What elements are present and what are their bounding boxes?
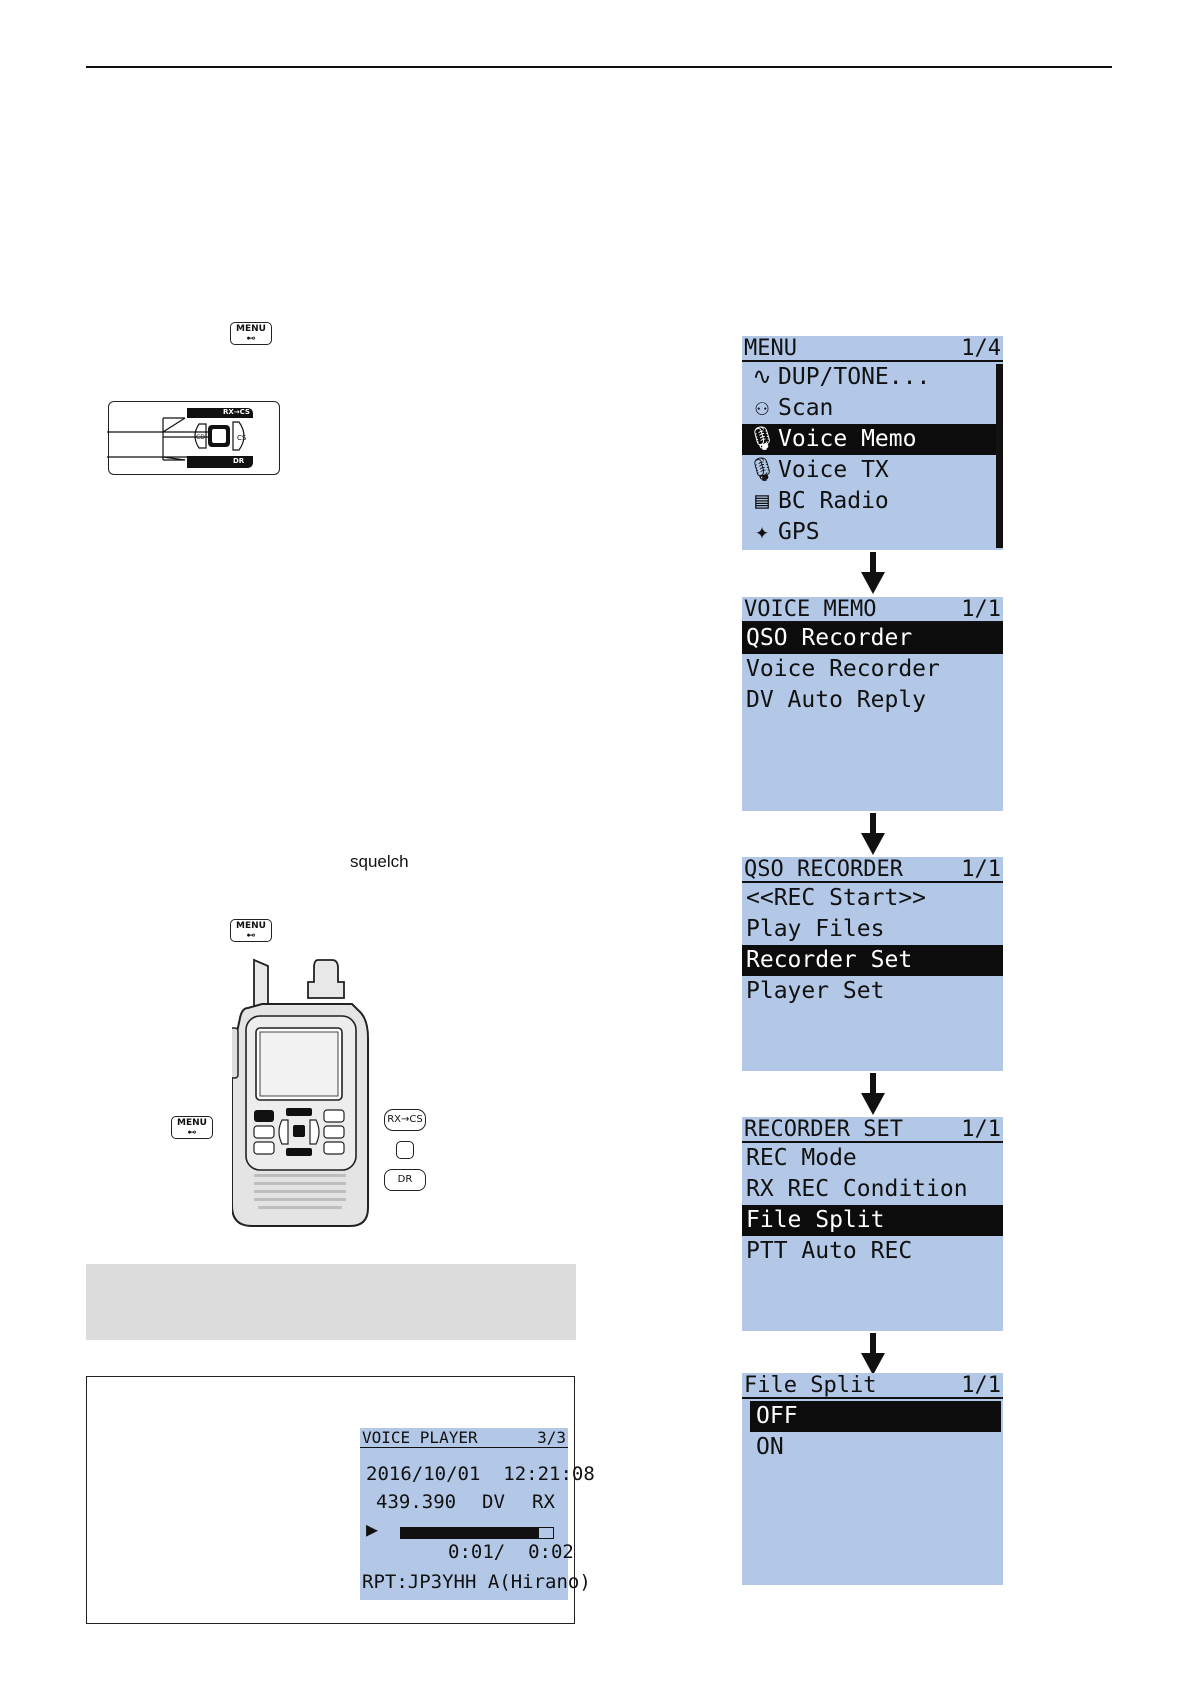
recorder-set-page: 1/1 xyxy=(961,1117,1001,1142)
keypad-dr-label: DR xyxy=(233,457,245,465)
satellite-icon: ✦ xyxy=(755,519,769,545)
menu-key-icon xyxy=(230,919,272,942)
qso-recorder-title-bar xyxy=(742,857,1003,883)
voice-memo-page: 1/1 xyxy=(961,597,1001,622)
qso-recorder-page: 1/1 xyxy=(961,857,1001,882)
qso-recorder-title: QSO RECORDER xyxy=(744,857,903,882)
center-key-icon xyxy=(396,1141,414,1159)
menu-key-icon xyxy=(230,322,272,345)
menu-item-label: Voice TX xyxy=(778,457,889,483)
keypad-cd-label: CD xyxy=(196,434,205,441)
qso-recorder-item-recorder-set[interactable]: Recorder Set xyxy=(742,945,1003,976)
voice-memo-list xyxy=(742,623,1003,716)
menu-item-gps[interactable] xyxy=(742,517,996,548)
qso-recorder-item-rec-start[interactable]: <<REC Start>> xyxy=(746,885,927,911)
voice-memo-item-dv-auto-reply[interactable]: DV Auto Reply xyxy=(746,687,927,713)
menu-list xyxy=(742,362,1003,548)
arrow-down-icon xyxy=(861,813,885,855)
file-split-list xyxy=(742,1399,1003,1463)
voice-player-screen xyxy=(360,1428,595,1600)
recorder-set-item-rx-rec-condition[interactable]: RX REC Condition xyxy=(746,1176,968,1202)
voice-player-direction: RX xyxy=(532,1491,555,1513)
keypad-cs-label: CS xyxy=(237,434,247,442)
microphone-tx-icon: 🎙 xyxy=(747,457,777,483)
menu-screen xyxy=(742,336,1003,550)
menu-item-dup-tone[interactable] xyxy=(742,362,996,393)
menu-item-label: DUP/TONE... xyxy=(778,364,931,390)
arrow-down-icon xyxy=(861,552,885,594)
voice-memo-item-voice-recorder[interactable]: Voice Recorder xyxy=(746,656,940,682)
menu-key-label: MENU xyxy=(177,1118,207,1128)
keypad-rxcs-label: RX→CS xyxy=(223,408,250,416)
qso-recorder-item-play-files[interactable]: Play Files xyxy=(746,916,885,942)
rxcs-key-icon: RX→CS xyxy=(384,1109,426,1131)
file-split-title: File Split xyxy=(744,1373,877,1398)
menu-screen-title: MENU xyxy=(744,336,797,361)
menu-key-label: MENU xyxy=(236,324,266,334)
recorder-set-screen xyxy=(742,1117,1003,1331)
recorder-set-list xyxy=(742,1143,1003,1267)
menu-item-bc-radio[interactable] xyxy=(742,486,996,517)
dr-key-icon: DR xyxy=(384,1169,426,1191)
file-split-title-bar xyxy=(742,1373,1003,1399)
menu-item-label: BC Radio xyxy=(778,488,889,514)
voice-player-time: 0:01/ 0:02 xyxy=(448,1541,574,1563)
menu-key-sub: ⊷ xyxy=(187,1128,197,1138)
voice-player-mode: DV xyxy=(482,1491,505,1513)
note-box xyxy=(86,1264,576,1340)
menu-key-icon xyxy=(171,1116,213,1139)
menu-key-label: MENU xyxy=(236,921,266,931)
microphone-icon: 🎙 xyxy=(747,426,777,452)
file-split-screen xyxy=(742,1373,1003,1585)
menu-scrollbar[interactable] xyxy=(996,364,1003,548)
file-split-page: 1/1 xyxy=(961,1373,1001,1398)
menu-key-sub: ⊷ xyxy=(246,334,256,344)
voice-memo-screen xyxy=(742,597,1003,811)
menu-item-voice-memo[interactable] xyxy=(742,424,996,455)
menu-screen-title-bar xyxy=(742,336,1003,362)
voice-player-frequency: 439.390 xyxy=(376,1491,457,1513)
radio-icon: ▤ xyxy=(755,488,769,514)
recorder-set-item-ptt-auto-rec[interactable]: PTT Auto REC xyxy=(746,1238,913,1264)
arrow-down-icon xyxy=(861,1333,885,1375)
qso-recorder-screen xyxy=(742,857,1003,1071)
recorder-set-item-rec-mode[interactable]: REC Mode xyxy=(746,1145,857,1171)
menu-item-label: Voice Memo xyxy=(778,426,917,452)
voice-memo-item-qso-recorder[interactable]: QSO Recorder xyxy=(742,623,1003,654)
play-icon: ▶ xyxy=(366,1517,379,1541)
voice-player-title-bar xyxy=(360,1428,568,1448)
voice-memo-title-bar xyxy=(742,597,1003,623)
squelch-text: squelch xyxy=(350,852,409,871)
voice-memo-title: VOICE MEMO xyxy=(744,597,877,622)
menu-item-label: GPS xyxy=(778,519,820,545)
qso-recorder-item-player-set[interactable]: Player Set xyxy=(746,978,885,1004)
menu-screen-page: 1/4 xyxy=(961,336,1001,361)
menu-item-voice-tx[interactable] xyxy=(742,455,996,486)
arrow-down-icon xyxy=(861,1073,885,1115)
transceiver-illustration-icon xyxy=(232,958,380,1230)
voice-player-datetime: 2016/10/01 12:21:08 xyxy=(366,1463,595,1485)
keypad-detail xyxy=(108,401,280,475)
voice-player-progress xyxy=(400,1527,554,1539)
recorder-set-item-file-split[interactable]: File Split xyxy=(742,1205,1003,1236)
voice-player-progress-fill xyxy=(401,1528,539,1538)
recorder-set-title: RECORDER SET xyxy=(744,1117,903,1142)
binoculars-icon: ⚇ xyxy=(755,395,769,421)
qso-recorder-list xyxy=(742,883,1003,1007)
menu-item-label: Scan xyxy=(778,395,834,421)
voice-player-repeater: RPT:JP3YHH A(Hirano) xyxy=(362,1571,591,1593)
voice-player-title: VOICE PLAYER xyxy=(362,1428,478,1447)
dup-tone-icon: ∿ xyxy=(752,364,772,390)
menu-item-scan[interactable] xyxy=(742,393,996,424)
file-split-option-on[interactable]: ON xyxy=(756,1434,784,1460)
file-split-option-off[interactable]: OFF xyxy=(750,1401,1001,1432)
header-rule xyxy=(86,66,1112,68)
voice-player-page: 3/3 xyxy=(537,1428,566,1447)
recorder-set-title-bar xyxy=(742,1117,1003,1143)
menu-key-sub: ⊷ xyxy=(246,931,256,941)
